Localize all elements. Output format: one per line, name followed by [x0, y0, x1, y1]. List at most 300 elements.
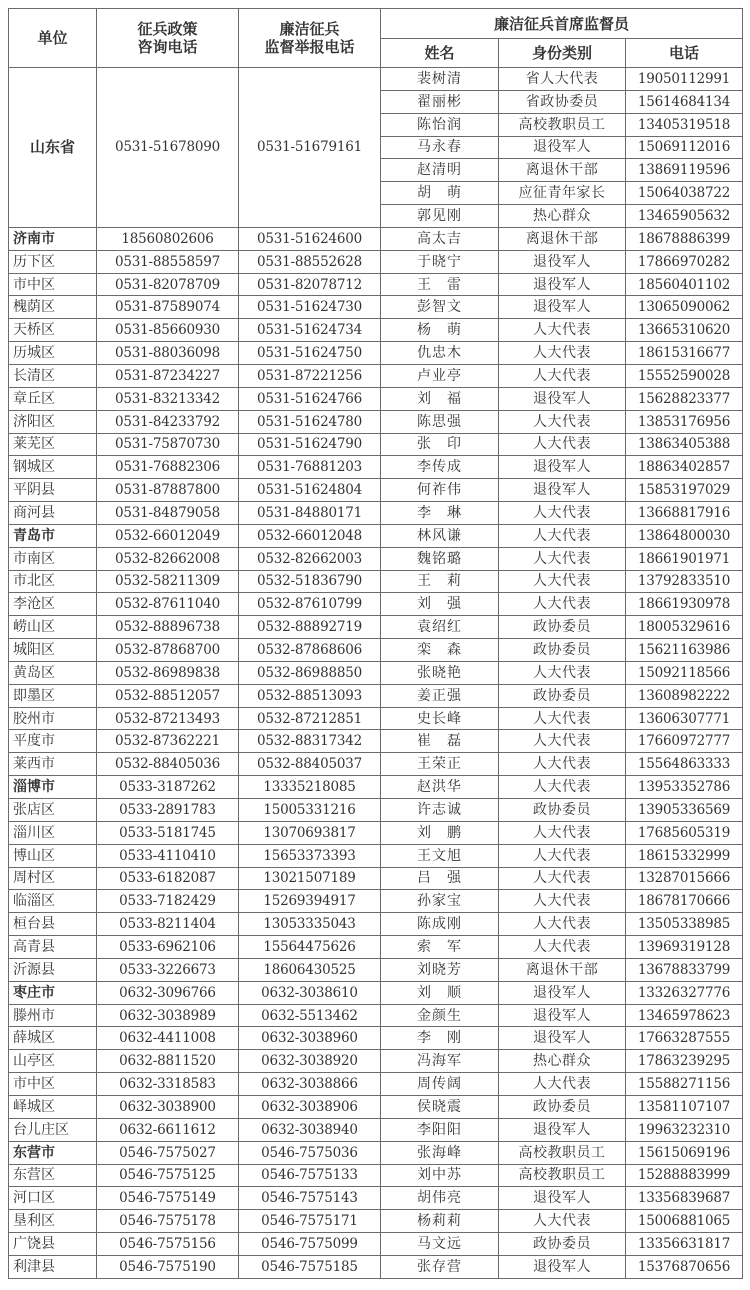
- report-phone: 0532-82662003: [239, 547, 381, 570]
- table-row: [9, 547, 743, 570]
- table-row: [9, 593, 743, 616]
- supervisor-name: 赵洪华: [381, 776, 499, 799]
- table-row: [9, 958, 743, 981]
- supervisor-category: 人大代表: [499, 730, 626, 753]
- supervisor-phone: 18615316677: [626, 342, 743, 365]
- unit-name: 钢城区: [9, 456, 97, 479]
- unit-name: 章丘区: [9, 387, 97, 410]
- policy-phone: 0532-87868700: [97, 639, 239, 662]
- supervisor-name: 彭智文: [381, 296, 499, 319]
- report-phone: 0532-66012048: [239, 524, 381, 547]
- unit-name: 平度市: [9, 730, 97, 753]
- supervisor-name: 史长峰: [381, 707, 499, 730]
- report-phone: 18606430525: [239, 958, 381, 981]
- supervisor-category: 人大代表: [499, 433, 626, 456]
- supervisor-phone: 15614684134: [626, 90, 743, 113]
- supervisor-name: 陈怡润: [381, 113, 499, 136]
- unit-name: 市中区: [9, 273, 97, 296]
- policy-phone: 0531-76882306: [97, 456, 239, 479]
- header-unit: 单位: [9, 9, 97, 68]
- supervisor-category: 退役军人: [499, 1187, 626, 1210]
- table-row: [9, 1095, 743, 1118]
- supervisor-phone: 18560401102: [626, 273, 743, 296]
- supervisor-name: 杨 萌: [381, 319, 499, 342]
- report-phone: 0531-76881203: [239, 456, 381, 479]
- policy-phone: 0532-88896738: [97, 616, 239, 639]
- supervisor-name: 冯海军: [381, 1050, 499, 1073]
- policy-phone: 0632-3038900: [97, 1095, 239, 1118]
- policy-phone: 0546-7575178: [97, 1210, 239, 1233]
- supervisor-category: 退役军人: [499, 296, 626, 319]
- supervisor-name: 魏铭璐: [381, 547, 499, 570]
- table-body: [9, 68, 743, 1279]
- unit-name: 河口区: [9, 1187, 97, 1210]
- unit-name: 济南市: [9, 227, 97, 250]
- supervisor-name: 刘 顺: [381, 981, 499, 1004]
- policy-phone: 0632-4411008: [97, 1027, 239, 1050]
- table-row: [9, 684, 743, 707]
- supervisor-phone: 15288883999: [626, 1164, 743, 1187]
- supervisor-category: 人大代表: [499, 502, 626, 525]
- supervisor-category: 高校教职员工: [499, 113, 626, 136]
- supervisor-category: 退役军人: [499, 981, 626, 1004]
- header-chief-supervisor: 廉洁征兵首席监督员: [381, 9, 743, 39]
- supervisor-phone: 13465905632: [626, 205, 743, 228]
- supervisor-name: 翟丽彬: [381, 90, 499, 113]
- supervisor-name: 孙家宝: [381, 890, 499, 913]
- report-phone: 0532-87868606: [239, 639, 381, 662]
- supervisor-name: 吕 强: [381, 867, 499, 890]
- supervisor-phone: 18678886399: [626, 227, 743, 250]
- supervisor-phone: 18615332999: [626, 844, 743, 867]
- policy-phone: 0546-7575190: [97, 1255, 239, 1278]
- supervisor-category: 离退休干部: [499, 159, 626, 182]
- policy-phone: 0632-8811520: [97, 1050, 239, 1073]
- supervisor-category: 高校教职员工: [499, 1141, 626, 1164]
- table-row: [9, 1004, 743, 1027]
- report-phone: 0632-3038960: [239, 1027, 381, 1050]
- supervisor-name: 仇忠木: [381, 342, 499, 365]
- header-phone: 电话: [626, 39, 743, 68]
- report-phone: 0632-3038920: [239, 1050, 381, 1073]
- supervisor-category: 退役军人: [499, 136, 626, 159]
- unit-name: 崂山区: [9, 616, 97, 639]
- report-phone: 0632-3038866: [239, 1073, 381, 1096]
- supervisor-name: 王 雷: [381, 273, 499, 296]
- supervisor-phone: 13864800030: [626, 524, 743, 547]
- supervisor-phone: 13326327776: [626, 981, 743, 1004]
- report-phone: 0632-3038610: [239, 981, 381, 1004]
- unit-name: 利津县: [9, 1255, 97, 1278]
- supervisor-category: 政协委员: [499, 1095, 626, 1118]
- unit-name: 滕州市: [9, 1004, 97, 1027]
- supervisor-name: 姜正强: [381, 684, 499, 707]
- report-phone: 0531-51624804: [239, 479, 381, 502]
- supervisor-name: 杨莉莉: [381, 1210, 499, 1233]
- unit-name: 长清区: [9, 364, 97, 387]
- supervisor-name: 卢业亭: [381, 364, 499, 387]
- report-phone: 0532-87212851: [239, 707, 381, 730]
- supervisor-phone: 13608982222: [626, 684, 743, 707]
- supervisor-name: 李传成: [381, 456, 499, 479]
- unit-name: 垦利区: [9, 1210, 97, 1233]
- unit-name: 城阳区: [9, 639, 97, 662]
- report-phone: 0531-51624734: [239, 319, 381, 342]
- supervisor-category: 退役军人: [499, 250, 626, 273]
- report-phone: 0532-88892719: [239, 616, 381, 639]
- supervisor-phone: 15564863333: [626, 753, 743, 776]
- supervisor-phone: 13665310620: [626, 319, 743, 342]
- unit-name: 胶州市: [9, 707, 97, 730]
- supervisor-category: 人大代表: [499, 936, 626, 959]
- policy-phone: 0533-4110410: [97, 844, 239, 867]
- supervisor-name: 许志诚: [381, 799, 499, 822]
- table-row: [9, 502, 743, 525]
- policy-phone: 0532-87611040: [97, 593, 239, 616]
- policy-phone: 0546-7575149: [97, 1187, 239, 1210]
- supervisor-category: 省政协委员: [499, 90, 626, 113]
- table-row: [9, 296, 743, 319]
- supervisor-phone: 15628823377: [626, 387, 743, 410]
- supervisor-category: 人大代表: [499, 661, 626, 684]
- policy-phone: 0531-87887800: [97, 479, 239, 502]
- supervisor-category: 人大代表: [499, 844, 626, 867]
- supervisor-name: 刘 鹏: [381, 821, 499, 844]
- supervisor-phone: 13869119596: [626, 159, 743, 182]
- unit-name: 济阳区: [9, 410, 97, 433]
- report-phone: 0632-5513462: [239, 1004, 381, 1027]
- policy-phone: 0532-58211309: [97, 570, 239, 593]
- report-phone: 13021507189: [239, 867, 381, 890]
- policy-phone: 0531-75870730: [97, 433, 239, 456]
- table-row: [9, 319, 743, 342]
- supervisor-phone: 19963232310: [626, 1118, 743, 1141]
- report-phone: 0531-84880171: [239, 502, 381, 525]
- table-row: [9, 1164, 743, 1187]
- supervisor-phone: 17685605319: [626, 821, 743, 844]
- supervisor-phone: 18661901971: [626, 547, 743, 570]
- policy-phone: 0546-7575027: [97, 1141, 239, 1164]
- report-phone: 0546-7575099: [239, 1233, 381, 1256]
- unit-name: 周村区: [9, 867, 97, 890]
- table-row: [9, 890, 743, 913]
- report-phone: 0532-88405037: [239, 753, 381, 776]
- unit-name: 桓台县: [9, 913, 97, 936]
- table-row: [9, 364, 743, 387]
- supervisor-phone: 13863405388: [626, 433, 743, 456]
- unit-name: 天桥区: [9, 319, 97, 342]
- policy-phone: 0532-66012049: [97, 524, 239, 547]
- supervisor-category: 省人大代表: [499, 68, 626, 91]
- table-row: [9, 730, 743, 753]
- policy-phone: 0532-87362221: [97, 730, 239, 753]
- header-report-phone: [239, 9, 381, 68]
- table-row: [9, 936, 743, 959]
- supervisor-category: 人大代表: [499, 867, 626, 890]
- policy-phone: 0533-8211404: [97, 913, 239, 936]
- report-phone: 13070693817: [239, 821, 381, 844]
- province-unit: 山东省: [9, 68, 97, 228]
- supervisor-phone: 13465978623: [626, 1004, 743, 1027]
- report-phone: 0531-88552628: [239, 250, 381, 273]
- report-phone: 15653373393: [239, 844, 381, 867]
- supervisor-phone: 15069112016: [626, 136, 743, 159]
- header-report-line1: 廉洁征兵: [279, 20, 340, 38]
- table-row: [9, 844, 743, 867]
- unit-name: 即墨区: [9, 684, 97, 707]
- report-phone: 15269394917: [239, 890, 381, 913]
- table-row: [9, 410, 743, 433]
- report-phone: 0632-3038906: [239, 1095, 381, 1118]
- table-row: [9, 1027, 743, 1050]
- supervisor-category: 退役军人: [499, 1027, 626, 1050]
- policy-phone: 0531-84879058: [97, 502, 239, 525]
- report-phone: 0532-88513093: [239, 684, 381, 707]
- unit-name: 槐荫区: [9, 296, 97, 319]
- supervisor-category: 人大代表: [499, 1210, 626, 1233]
- supervisor-phone: 13356631817: [626, 1233, 743, 1256]
- unit-name: 莱西市: [9, 753, 97, 776]
- header-name: 姓名: [381, 39, 499, 68]
- supervisor-category: 人大代表: [499, 707, 626, 730]
- supervisor-phone: 15064038722: [626, 182, 743, 205]
- table-row: [9, 661, 743, 684]
- supervisor-category: 应征青年家长: [499, 182, 626, 205]
- policy-phone: 0546-7575125: [97, 1164, 239, 1187]
- unit-name: 青岛市: [9, 524, 97, 547]
- supervisor-name: 王文旭: [381, 844, 499, 867]
- supervisor-phone: 15615069196: [626, 1141, 743, 1164]
- table-row: [9, 616, 743, 639]
- header-policy-line1: 征兵政策: [137, 20, 198, 38]
- unit-name: 市中区: [9, 1073, 97, 1096]
- supervisor-category: 人大代表: [499, 913, 626, 936]
- supervisor-category: 政协委员: [499, 616, 626, 639]
- header-row-top: [9, 9, 743, 39]
- supervisor-name: 胡 萌: [381, 182, 499, 205]
- supervisor-phone: 13505338985: [626, 913, 743, 936]
- supervisor-name: 金颜生: [381, 1004, 499, 1027]
- table-row: [9, 821, 743, 844]
- supervisor-category: 人大代表: [499, 890, 626, 913]
- supervisor-name: 张晓艳: [381, 661, 499, 684]
- table-row: [9, 707, 743, 730]
- unit-name: 峄城区: [9, 1095, 97, 1118]
- supervisor-category: 退役军人: [499, 273, 626, 296]
- policy-phone: 0533-3187262: [97, 776, 239, 799]
- supervisor-name: 刘 福: [381, 387, 499, 410]
- supervisor-category: 政协委员: [499, 684, 626, 707]
- policy-phone: 0632-6611612: [97, 1118, 239, 1141]
- table-row: [9, 867, 743, 890]
- supervisor-category: 政协委员: [499, 1233, 626, 1256]
- supervisor-phone: 13905336569: [626, 799, 743, 822]
- unit-name: 市北区: [9, 570, 97, 593]
- supervisor-category: 退役军人: [499, 387, 626, 410]
- supervisor-phone: 13065090062: [626, 296, 743, 319]
- supervisor-name: 张存营: [381, 1255, 499, 1278]
- policy-phone: 0532-87213493: [97, 707, 239, 730]
- supervisor-name: 刘中苏: [381, 1164, 499, 1187]
- unit-name: 东营区: [9, 1164, 97, 1187]
- supervisor-phone: 15588271156: [626, 1073, 743, 1096]
- supervisor-phone: 18005329616: [626, 616, 743, 639]
- city-row: [9, 776, 743, 799]
- supervisor-name: 林风谦: [381, 524, 499, 547]
- unit-name: 枣庄市: [9, 981, 97, 1004]
- supervisor-category: 人大代表: [499, 593, 626, 616]
- table-row: [9, 1210, 743, 1233]
- supervisor-category: 人大代表: [499, 821, 626, 844]
- supervisor-category: 离退休干部: [499, 958, 626, 981]
- city-row: [9, 1141, 743, 1164]
- unit-name: 台儿庄区: [9, 1118, 97, 1141]
- table-row: [9, 799, 743, 822]
- unit-name: 高青县: [9, 936, 97, 959]
- supervisor-category: 退役军人: [499, 1004, 626, 1027]
- table-row: [9, 433, 743, 456]
- policy-phone: 0533-7182429: [97, 890, 239, 913]
- supervisor-name: 胡伟亮: [381, 1187, 499, 1210]
- unit-name: 商河县: [9, 502, 97, 525]
- header-report-line2: 监督举报电话: [264, 38, 355, 56]
- policy-phone: 0531-88036098: [97, 342, 239, 365]
- policy-phone: 0532-82662008: [97, 547, 239, 570]
- table-row: [9, 273, 743, 296]
- supervisor-phone: 15006881065: [626, 1210, 743, 1233]
- table-row: [9, 1050, 743, 1073]
- unit-name: 淄川区: [9, 821, 97, 844]
- supervisor-name: 于晓宁: [381, 250, 499, 273]
- supervisor-name: 陈成刚: [381, 913, 499, 936]
- unit-name: 平阴县: [9, 479, 97, 502]
- supervisor-phone: 15092118566: [626, 661, 743, 684]
- supervisor-phone: 13853176956: [626, 410, 743, 433]
- supervisor-phone: 13287015666: [626, 867, 743, 890]
- table-row: [9, 1255, 743, 1278]
- supervisor-phone: 17660972777: [626, 730, 743, 753]
- city-row: [9, 524, 743, 547]
- report-phone: 0632-3038940: [239, 1118, 381, 1141]
- supervisor-name: 赵清明: [381, 159, 499, 182]
- supervisor-category: 人大代表: [499, 570, 626, 593]
- policy-phone: 0531-87589074: [97, 296, 239, 319]
- supervisor-name: 李阳阳: [381, 1118, 499, 1141]
- report-phone: 0546-7575133: [239, 1164, 381, 1187]
- supervisor-name: 王 莉: [381, 570, 499, 593]
- table-row: [9, 1073, 743, 1096]
- supervisor-name: 周传阔: [381, 1073, 499, 1096]
- policy-phone: 0531-87234227: [97, 364, 239, 387]
- supervisor-category: 政协委员: [499, 799, 626, 822]
- supervisor-phone: 13405319518: [626, 113, 743, 136]
- supervisor-name: 栾 森: [381, 639, 499, 662]
- report-phone: 0531-51624790: [239, 433, 381, 456]
- policy-phone: 0532-88405036: [97, 753, 239, 776]
- supervisor-name: 索 军: [381, 936, 499, 959]
- supervisor-phone: 18661930978: [626, 593, 743, 616]
- supervisor-name: 高太吉: [381, 227, 499, 250]
- table-row: [9, 913, 743, 936]
- unit-name: 博山区: [9, 844, 97, 867]
- supervisor-phone: 17863239295: [626, 1050, 743, 1073]
- supervisor-phone: 19050112991: [626, 68, 743, 91]
- supervisor-phone: 15621163986: [626, 639, 743, 662]
- supervisor-phone: 17866970282: [626, 250, 743, 273]
- policy-phone: 0533-5181745: [97, 821, 239, 844]
- supervisor-category: 人大代表: [499, 753, 626, 776]
- unit-name: 薛城区: [9, 1027, 97, 1050]
- supervisor-phone: 13953352786: [626, 776, 743, 799]
- unit-name: 历城区: [9, 342, 97, 365]
- table-row: [9, 1118, 743, 1141]
- policy-phone: 0632-3318583: [97, 1073, 239, 1096]
- supervisor-phone: 13792833510: [626, 570, 743, 593]
- unit-name: 李沧区: [9, 593, 97, 616]
- report-phone: 0531-51624750: [239, 342, 381, 365]
- supervisor-name: 陈思强: [381, 410, 499, 433]
- table-row: [9, 387, 743, 410]
- unit-name: 莱芜区: [9, 433, 97, 456]
- supervisor-name: 裴树清: [381, 68, 499, 91]
- unit-name: 张店区: [9, 799, 97, 822]
- policy-phone: 18560802606: [97, 227, 239, 250]
- report-phone: 0531-51624766: [239, 387, 381, 410]
- table-row: [9, 570, 743, 593]
- report-phone: 0532-87610799: [239, 593, 381, 616]
- report-phone: 0532-51836790: [239, 570, 381, 593]
- contact-table-container: [8, 8, 742, 1279]
- policy-phone: 0531-88558597: [97, 250, 239, 273]
- supervisor-name: 王荣正: [381, 753, 499, 776]
- report-phone: 0531-82078712: [239, 273, 381, 296]
- unit-name: 市南区: [9, 547, 97, 570]
- policy-phone: 0531-83213342: [97, 387, 239, 410]
- header-category: 身份类别: [499, 39, 626, 68]
- supervisor-name: 马文远: [381, 1233, 499, 1256]
- supervisor-phone: 13581107107: [626, 1095, 743, 1118]
- supervisor-name: 何祚伟: [381, 479, 499, 502]
- report-phone: 0546-7575143: [239, 1187, 381, 1210]
- policy-phone: 0531-85660930: [97, 319, 239, 342]
- supervisor-category: 政协委员: [499, 639, 626, 662]
- unit-name: 历下区: [9, 250, 97, 273]
- policy-phone: 0533-6962106: [97, 936, 239, 959]
- supervisor-category: 人大代表: [499, 342, 626, 365]
- supervisor-category: 高校教职员工: [499, 1164, 626, 1187]
- province-row: [9, 68, 743, 91]
- supervisor-phone: 13356839687: [626, 1187, 743, 1210]
- policy-phone: 0531-84233792: [97, 410, 239, 433]
- policy-phone: 0632-3038989: [97, 1004, 239, 1027]
- report-phone: 0546-7575185: [239, 1255, 381, 1278]
- report-phone: 0531-51624730: [239, 296, 381, 319]
- report-phone: 0531-51624780: [239, 410, 381, 433]
- supervisor-name: 李 琳: [381, 502, 499, 525]
- supervisor-category: 退役军人: [499, 479, 626, 502]
- supervisor-category: 人大代表: [499, 364, 626, 387]
- report-phone: 0531-87221256: [239, 364, 381, 387]
- policy-phone: 0533-2891783: [97, 799, 239, 822]
- supervisor-phone: 17663287555: [626, 1027, 743, 1050]
- table-row: [9, 639, 743, 662]
- supervisor-category: 人大代表: [499, 547, 626, 570]
- report-phone: 13053335043: [239, 913, 381, 936]
- report-phone: 0546-7575036: [239, 1141, 381, 1164]
- table-row: [9, 1187, 743, 1210]
- supervisor-phone: 18678170666: [626, 890, 743, 913]
- supervisor-category: 人大代表: [499, 410, 626, 433]
